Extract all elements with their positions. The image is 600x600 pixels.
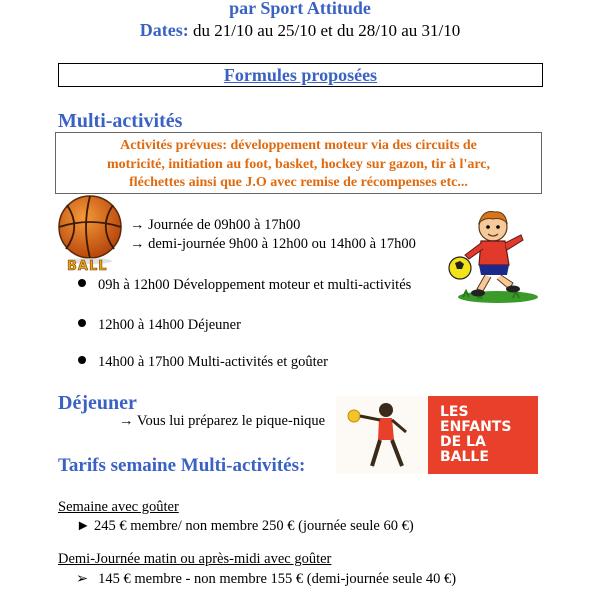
dates-line [0,20,600,41]
schedule-item [78,277,411,294]
multi-activites-heading: Multi-activités [58,110,183,132]
arrow-demi-journee: → demi-journée 9h00 à 12h00 ou 14h00 à 17h00 [130,236,416,252]
logo-line-4: BALLE [440,449,489,465]
enfants-de-la-balle-logo [336,396,538,474]
ball-label: BALL [67,259,108,274]
schedule-text: 12h00 à 14h00 Déjeuner [98,317,241,333]
dejeuner-text: → Vous lui préparez le pique-nique [119,413,326,429]
arrow-marker-icon: ➢ [76,571,89,587]
logo-line-3: DE LA [440,434,486,450]
bullet-icon [78,356,86,364]
activities-box [55,132,542,194]
logo-line-2: ENFANTS [440,419,512,435]
bullet-icon [78,319,86,327]
activities-line-2: motricité, initiation au foot, basket, hockey sur gazon, tir à l'arc, [106,156,491,172]
formules-title: Formules proposées [223,65,378,85]
demi-journee-price: 145 € membre - non membre 155 € (demi-journée seule 40 €) [98,571,457,587]
arrow-journee: → Journée de 09h00 à 17h00 [130,217,301,233]
schedule-text: 14h00 à 17h00 Multi-activités et goûter [98,354,328,370]
dates-label: Dates: [139,20,189,40]
semaine-price: ► 245 € membre/ non membre 250 € (journée seule 60 €) [76,518,414,534]
bullet-icon [78,279,86,287]
dates-value: du 21/10 au 25/10 et du 28/10 au 31/10 [192,21,461,40]
logo-line-1: LES [440,404,469,420]
schedule-item [78,354,328,371]
tarifs-heading: Tarifs semaine Multi-activités: [58,455,306,476]
formules-box [58,63,543,87]
soccer-kid-icon [443,205,543,305]
schedule-text: 09h à 12h00 Développement moteur et multi-activités [98,277,412,293]
logo-text-block [428,396,538,474]
demi-journee-label: Demi-Journée matin ou après-midi avec goûter [58,551,332,567]
dejeuner-heading: Déjeuner [58,392,137,414]
schedule-item [78,317,241,334]
handball-player-icon [336,396,428,474]
demi-journee-price-line [76,571,456,588]
organizer-subtitle: par Sport Attitude [229,0,371,18]
activities-line-1: Activités prévues: développement moteur via des circuits de [120,138,477,153]
semaine-label: Semaine avec goûter [58,499,179,515]
activities-line-3: fléchettes ainsi que J.O avec remise de récompenses etc... [129,175,468,190]
